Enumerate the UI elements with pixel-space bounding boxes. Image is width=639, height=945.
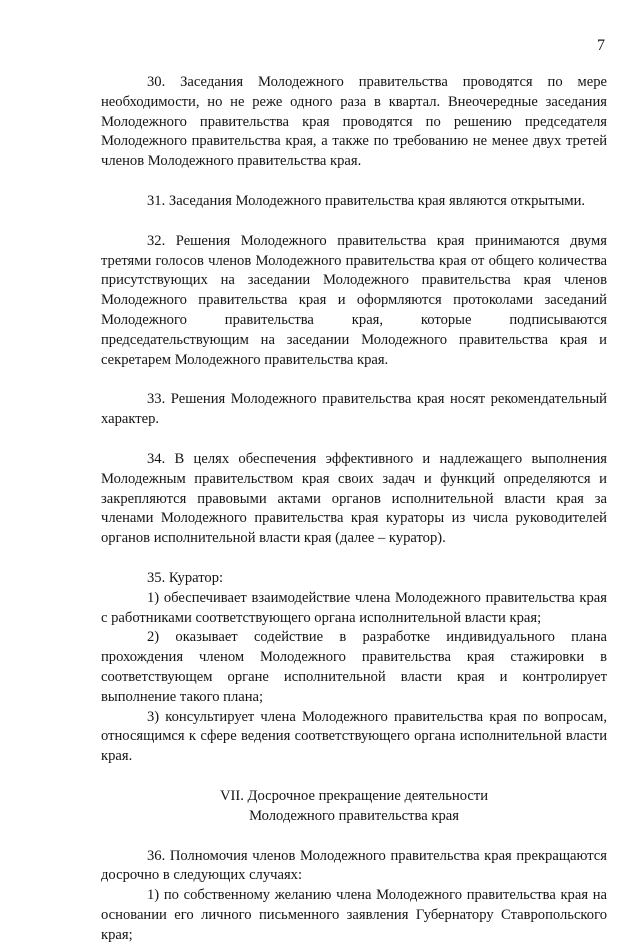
paragraph-35-item-2: 2) оказывает содействие в разработке индивидуального плана прохождения членом Молодежного правительства края стажировки в соответствующем органе исполнительной власти края и контролирует выполнение такого плана; <box>101 629 607 705</box>
paragraph-31: 31. Заседания Молодежного правительства края являются открытыми. <box>147 192 586 209</box>
paragraph-35-item-1: 1) обеспечивает взаимодействие члена Молодежного правительства края с работниками соответствующего органа исполнительной власти края; <box>101 589 607 626</box>
paragraph-33: 33. Решения Молодежного правительства края носят рекомендательный характер. <box>101 391 607 428</box>
document-body <box>101 73 607 945</box>
section-title-line-2: Молодежного правительства края <box>249 807 459 824</box>
paragraph-36: 36. Полномочия членов Молодежного правительства края прекращаются досрочно в следующих случаях: <box>101 847 607 884</box>
section-title-line-1: VII. Досрочное прекращение деятельности <box>219 787 489 804</box>
paragraph-32: 32. Решения Молодежного правительства края принимаются двумя третями голосов членов Молодежного правительства края от общего количества присутствующих на заседании Молодежного правительства края членов Молодежного правительства края и оформляются протоколами заседаний Молодежного правительства края, которые подписываются председательствующим на заседании Молодежного правительства края и секретарем Молодежного правительства края. <box>101 232 607 368</box>
paragraph-36-item-1: 1) по собственному желанию члена Молодежного правительства края на основании его личного письменного заявления Губернатору Ставропольского края; <box>101 887 607 943</box>
page-number: 7 <box>597 37 605 54</box>
paragraph-35-item-3: 3) консультирует члена Молодежного правительства края по вопросам, относящимся к сфере ведения соответствующего органа исполнительной власти края. <box>101 708 607 765</box>
paragraph-30: 30. Заседания Молодежного правительства проводятся по мере необходимости, но не реже одного раза в квартал. Внеочередные заседания Молодежного правительства края проводятся по решению председателя Молодежного правительства края, а также по требованию не менее двух третей членов Молодежного правительства края. <box>101 74 607 170</box>
paragraph-35: 35. Куратор: <box>147 569 224 586</box>
paragraph-34: 34. В целях обеспечения эффективного и надлежащего выполнения Молодежным правительством края своих задач и функций определяются и закрепляются правовыми актами органов исполнительной власти края за членами Молодежного правительства края кураторы из числа руководителей органов исполнительной власти края (далее – куратор). <box>101 450 607 547</box>
